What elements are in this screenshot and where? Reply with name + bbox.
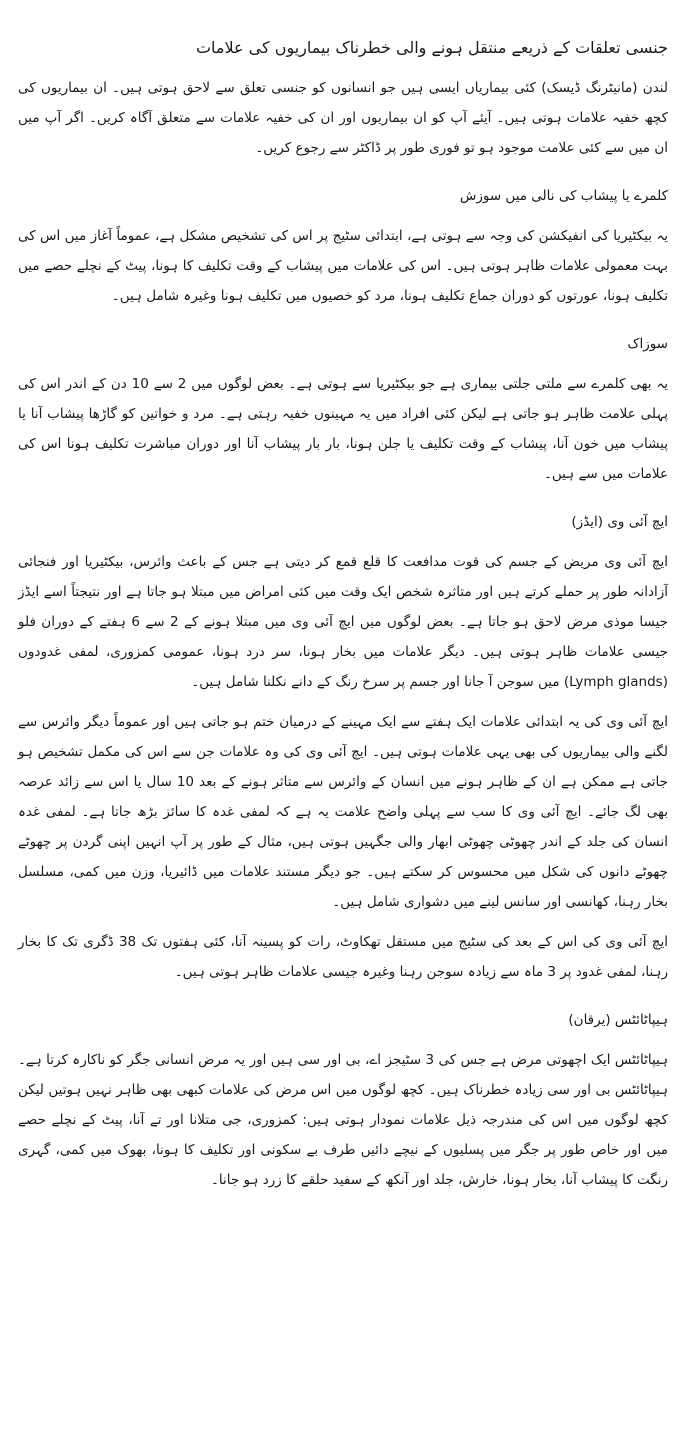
section-body-urethritis: یہ بیکٹیریا کی انفیکشن کی وجہ سے ہوتی ہے، ابتدائی سٹیج پر اس کی تشخیص مشکل ہے، عموماً آغاز میں اس کی بہت معمولی علامات ظاہر ہوتی ہیں۔ اس کی علامات میں پیشاب کے وقت تکلیف کا ہونا، پیٹ کے نچلے حصے میں تکلیف ہونا، عورتوں کو دوران جماع تکلیف ہونا، مرد کو خصیوں میں تکلیف ہونا وغیرہ شامل ہیں۔ xyxy=(18,228,668,304)
section-body-hiv-3: ایچ آئی وی کی اس کے بعد کی سٹیج میں مستقل تھکاوٹ، رات کو پسینہ آنا، کئی ہفتوں تک 38 ڈگری تک کا بخار رہنا، لمفی غدود پر 3 ماہ سے زیادہ سوجن رہنا وغیرہ جیسی علامات ظاہر ہوتی ہیں۔ xyxy=(18,934,668,980)
section-body-hiv-1: ایچ آئی وی مریض کے جسم کی قوت مدافعت کا قلع قمع کر دیتی ہے جس کے باعث وائرس، بیکٹیریا اور فنجائی آزادانہ طور پر حملے کرتے ہیں اور متاثرہ شخص ایک وقت میں کئی امراض میں مبتلا ہو جاتا ہے اور نتیجتاً اسے ایڈز جیسا موذی مرض لاحق ہو جاتا ہے۔ بعض لوگوں میں ایچ آئی وی میں مبتلا ہونے کے 2 سے 6 ہفتے کے دوران فلو جیسی علامات ظاہر ہوتی ہیں۔ دیگر علامات میں بخار ہونا، سر درد ہونا، عمومی کمزوری، لمفی غدودوں (Lymph glands) میں سوجن آ جانا اور جسم پر سرخ رنگ کے دانے نکلنا شامل ہیں۔ xyxy=(18,554,669,690)
section-heading-hepatitis: ہیپاٹائٹس (یرقان) xyxy=(568,1012,668,1028)
section-heading-gonorrhea: سوزاک xyxy=(627,336,668,352)
section-body-hiv-2: ایچ آئی وی کی یہ ابتدائی علامات ایک ہفتے سے ایک مہینے کے درمیان ختم ہو جاتی ہیں اور عموماً دیگر وائرس سے لگنے والی بیماریوں کی بھی یہی علامات ہوتی ہیں۔ ایچ آئی وی کی وہ علامات جن سے اس کی مکمل تشخیص ہو جاتی ہے ممکن ہے ان کے ظاہر ہونے میں انسان کے وائرس سے متاثر ہونے کے بعد 10 سال یا اس سے زائد عرصہ بھی لگ جائے۔ ایچ آئی وی کا سب سے پہلی واضح علامت یہ ہے کہ لمفی غدہ کا سائز بڑھ جاتا ہے۔ لمفی غدہ انسان کی جلد کے اندر چھوٹی چھوٹی ابھار والی جگہیں ہوتی ہیں، مثال کے طور پر آپ انہیں اپنی گردن پر چھوٹے چھوٹے دانوں کی شکل میں محسوس کر سکتے ہیں۔ جو دیگر مستند علامات میں ڈائیریا، وزن میں کمی، مسلسل بخار رہنا، کھانسی اور سانس لینے میں دشواری شامل ہیں۔ xyxy=(18,714,668,910)
section-body-hepatitis: ہیپاٹائٹس ایک اچھوتی مرض ہے جس کی 3 سٹیجز اے، بی اور سی ہیں اور یہ مرض انسانی جگر کو ناکارہ کرتا ہے۔ ہیپاٹائٹس بی اور سی زیادہ خطرناک ہیں۔ کچھ لوگوں میں اس مرض کی علامات کبھی بھی ظاہر نہیں ہوتیں لیکن کچھ لوگوں میں اس کی مندرجہ ذیل علامات نمودار ہوتی ہیں: کمزوری، جی متلانا اور تے آنا، پیٹ کے نچلے حصے میں اور خاص طور پر جگر میں پسلیوں کے نیچے دائیں طرف بے سکونی اور تکلیف کا ہونا، بھوک میں کمی، گہری رنگت کا پیشاب آنا، بخار ہونا، خارش، جلد اور آنکھ کے سفید حلقے کا زرد ہو جانا۔ xyxy=(18,1052,669,1188)
section-heading-urethritis: کلمرے یا پیشاب کی نالی میں سوزش xyxy=(459,188,668,204)
section-body-gonorrhea: یہ بھی کلمرے سے ملتی جلتی بیماری ہے جو بیکٹیریا سے ہوتی ہے۔ بعض لوگوں میں 2 سے 10 دن کے اندر اس کی پہلی علامت ظاہر ہو جاتی ہے لیکن کئی افراد میں یہ مہینوں خفیہ رہتی ہے۔ مرد و خواتین کو گاڑھا پیشاب آنا یا پیشاب میں خون آنا، پیشاب کے وقت تکلیف یا جلن ہونا، بار بار پیشاب آنا اور دوران مباشرت تکلیف ہونا اس کی علامات میں سے ہیں۔ xyxy=(18,376,669,482)
section-heading-hiv: ایچ آئی وی (ایڈز) xyxy=(571,514,668,530)
intro-paragraph: لندن (مانیٹرنگ ڈیسک) کئی بیماریاں ایسی ہیں جو انسانوں کو جنسی تعلق سے لاحق ہوتی ہیں۔ ان بیماریوں کی کچھ خفیہ علامات ہوتی ہیں۔ آیئے آپ کو ان بیماریوں اور ان کی خفیہ علامات سے متعلق آگاہ کریں۔ اگر آپ میں ان میں سے کئی علامت موجود ہو تو فوری طور پر ڈاکٹر سے رجوع کریں۔ xyxy=(18,80,668,156)
article-title: جنسی تعلقات کے ذریعے منتقل ہونے والی خطرناک بیماریوں کی علامات xyxy=(195,38,668,57)
